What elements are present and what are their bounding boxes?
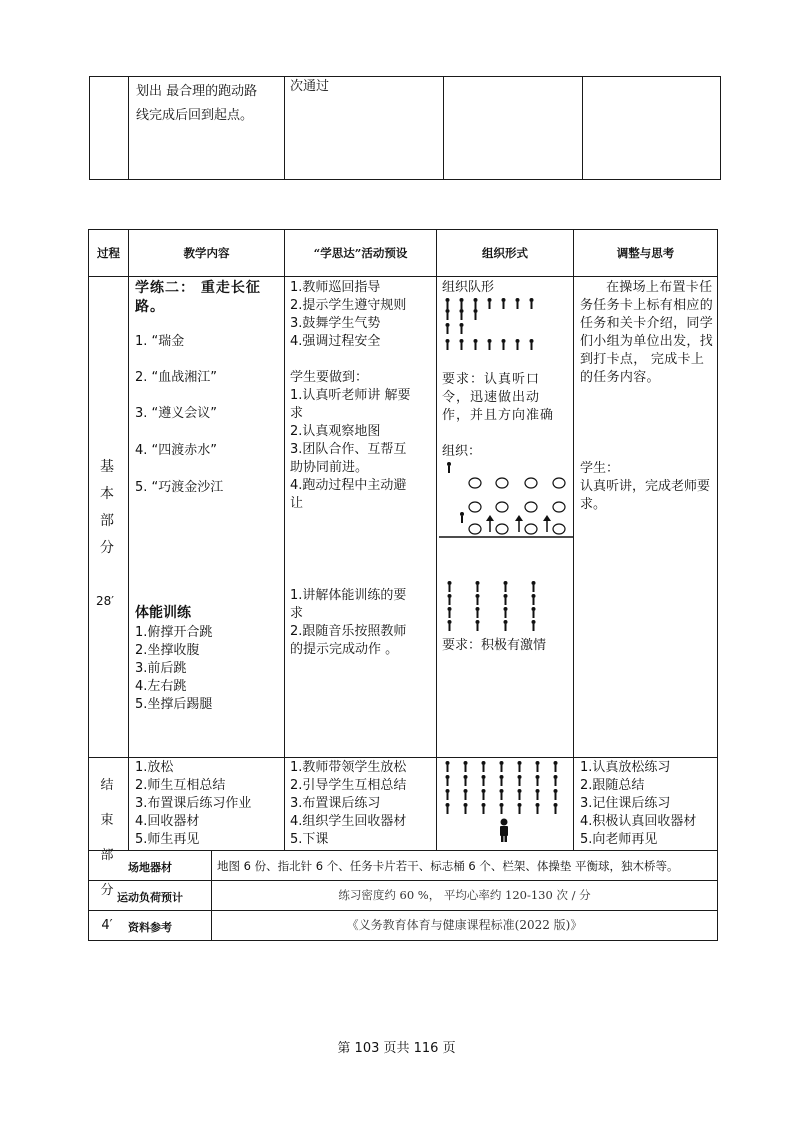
person-icon bbox=[519, 793, 521, 800]
person-icon bbox=[447, 793, 449, 800]
header-content: 教学内容 bbox=[183, 246, 230, 260]
ending-content-item: 1.放松 bbox=[135, 760, 174, 775]
person-icon bbox=[448, 581, 452, 585]
person-icon bbox=[500, 803, 504, 807]
reflection-student-label: 学生： bbox=[580, 461, 620, 476]
student-item: 4.跑动过程中主动避 让 bbox=[290, 478, 407, 511]
station-marker bbox=[496, 502, 508, 512]
formation-diagram bbox=[440, 295, 540, 357]
person-icon bbox=[474, 309, 478, 313]
person-icon bbox=[476, 594, 480, 598]
person-icon bbox=[483, 779, 485, 786]
person-icon bbox=[446, 789, 450, 793]
person-icon bbox=[536, 761, 540, 765]
person-icon bbox=[504, 620, 508, 624]
ending-reflection-item: 5.向老师再见 bbox=[580, 832, 658, 847]
person-icon bbox=[464, 789, 468, 793]
station-marker bbox=[496, 524, 508, 534]
person-icon bbox=[477, 611, 479, 618]
person-icon bbox=[554, 789, 558, 793]
person-icon bbox=[537, 765, 539, 772]
person-icon bbox=[482, 775, 486, 779]
person-icon bbox=[461, 343, 463, 350]
ending-process-label bbox=[100, 759, 114, 934]
station-marker bbox=[469, 478, 481, 488]
person-icon bbox=[505, 585, 507, 592]
header-reflection: 调整与思考 bbox=[616, 246, 675, 260]
person-icon bbox=[531, 343, 533, 350]
person-icon bbox=[518, 761, 522, 765]
ending-content-item: 3.布置课后练习作业 bbox=[135, 796, 252, 811]
person-icon bbox=[476, 620, 480, 624]
person-icon bbox=[448, 607, 452, 611]
person-icon bbox=[537, 779, 539, 786]
person-icon bbox=[465, 765, 467, 772]
person-icon bbox=[537, 793, 539, 800]
person-icon bbox=[447, 343, 449, 350]
person-icon bbox=[500, 761, 504, 765]
reflection-student: 认真听讲，完成老师要求。 bbox=[580, 479, 711, 512]
person-icon bbox=[476, 607, 480, 611]
student-item: 1.认真听老师讲 解要 求 bbox=[290, 388, 411, 421]
time-label: 28′ bbox=[96, 594, 114, 608]
station-marker bbox=[525, 502, 537, 512]
person-icon bbox=[477, 624, 479, 631]
person-icon bbox=[483, 793, 485, 800]
drill-item: 5. “巧渡金沙江 bbox=[135, 480, 224, 495]
drill-item: 2. “血战湘江” bbox=[135, 370, 218, 385]
fitness-formation-diagram bbox=[440, 578, 550, 636]
person-icon bbox=[447, 313, 449, 320]
page-number: 第 103 页共 116 页 bbox=[337, 1041, 456, 1056]
person-icon bbox=[475, 343, 477, 350]
person-icon bbox=[516, 298, 520, 302]
person-icon bbox=[446, 298, 450, 302]
person-icon bbox=[447, 779, 449, 786]
arrow-icon bbox=[543, 515, 551, 521]
teacher-item: 4.强调过程安全 bbox=[290, 334, 381, 349]
person-icon bbox=[505, 598, 507, 605]
drill-title: 学练二： 重走长征路。 bbox=[135, 280, 261, 315]
person-icon bbox=[518, 775, 522, 779]
person-icon bbox=[531, 302, 533, 309]
person-icon bbox=[532, 620, 536, 624]
person-icon bbox=[465, 779, 467, 786]
person-icon bbox=[519, 779, 521, 786]
person-icon bbox=[532, 607, 536, 611]
person-icon bbox=[533, 624, 535, 631]
person-icon bbox=[460, 339, 464, 343]
fitness-activity: 1.讲解体能训练的要 求 2.跟随音乐按照教师 的提示完成动作 。 bbox=[290, 588, 407, 657]
student-item: 2.认真观察地图 bbox=[290, 424, 381, 439]
person-icon bbox=[465, 793, 467, 800]
person-icon bbox=[516, 339, 520, 343]
station-marker bbox=[553, 524, 565, 534]
process-char: 基 bbox=[100, 459, 114, 475]
person-icon bbox=[446, 803, 450, 807]
person-icon bbox=[501, 807, 503, 814]
fitness-requirement: 要求：积极有激情 bbox=[442, 638, 547, 653]
person-icon bbox=[530, 298, 534, 302]
person-icon bbox=[447, 765, 449, 772]
ending-activity-item: 5.下课 bbox=[290, 832, 329, 847]
teacher-icon bbox=[501, 835, 504, 842]
student-item: 3.团队合作、互帮互 助协同前进。 bbox=[290, 442, 407, 475]
person-icon bbox=[446, 309, 450, 313]
person-icon bbox=[532, 581, 536, 585]
fitness-item: 4.左右跳 bbox=[135, 679, 187, 694]
person-icon bbox=[449, 598, 451, 605]
student-heading: 学生要做到： bbox=[290, 370, 369, 385]
person-icon bbox=[461, 327, 463, 334]
person-icon bbox=[448, 620, 452, 624]
arrow-icon bbox=[515, 515, 523, 521]
station-marker bbox=[469, 524, 481, 534]
ending-activity-item: 2.引导学生互相总结 bbox=[290, 778, 407, 793]
person-icon bbox=[519, 807, 521, 814]
ending-content-item: 2.师生互相总结 bbox=[135, 778, 226, 793]
org-label: 组织队形 bbox=[442, 280, 495, 295]
person-icon bbox=[461, 313, 463, 320]
person-icon bbox=[517, 302, 519, 309]
org-requirement: 要求：认真听口 令，迅速做出动 作，并且方向准确 bbox=[442, 372, 555, 423]
person-icon bbox=[474, 339, 478, 343]
teacher-item: 2.提示学生遵守规则 bbox=[290, 298, 407, 313]
person-icon bbox=[475, 302, 477, 309]
person-icon bbox=[501, 779, 503, 786]
person-icon bbox=[461, 516, 463, 523]
person-icon bbox=[518, 789, 522, 793]
header-process: 过程 bbox=[97, 246, 120, 260]
person-icon bbox=[505, 611, 507, 618]
person-icon bbox=[500, 789, 504, 793]
person-icon bbox=[460, 323, 464, 327]
process-char: 部 bbox=[100, 847, 114, 863]
person-icon bbox=[554, 761, 558, 765]
ending-activity-item: 4.组织学生回收器材 bbox=[290, 814, 407, 829]
person-icon bbox=[446, 775, 450, 779]
process-char: 结 bbox=[100, 777, 114, 793]
person-icon bbox=[533, 598, 535, 605]
person-icon bbox=[446, 323, 450, 327]
person-icon bbox=[502, 339, 506, 343]
person-icon bbox=[536, 775, 540, 779]
person-icon bbox=[504, 607, 508, 611]
station-marker bbox=[469, 502, 481, 512]
person-icon bbox=[482, 803, 486, 807]
person-icon bbox=[447, 807, 449, 814]
station-marker bbox=[525, 478, 537, 488]
process-char: 4′ bbox=[101, 917, 113, 933]
person-icon bbox=[503, 343, 505, 350]
person-icon bbox=[483, 765, 485, 772]
person-icon bbox=[476, 581, 480, 585]
load-value: 练习密度约 60 %， 平均心率约 120-130 次 / 分 bbox=[338, 888, 591, 902]
person-icon bbox=[449, 624, 451, 631]
person-icon bbox=[449, 585, 451, 592]
person-icon bbox=[500, 775, 504, 779]
ending-reflection-item: 2.跟随总结 bbox=[580, 778, 645, 793]
station-marker bbox=[496, 478, 508, 488]
person-icon bbox=[449, 611, 451, 618]
arrow-icon bbox=[486, 515, 494, 521]
person-icon bbox=[447, 302, 449, 309]
person-icon bbox=[504, 581, 508, 585]
person-icon bbox=[554, 803, 558, 807]
person-icon bbox=[464, 775, 468, 779]
org-label-2: 组织： bbox=[442, 444, 482, 459]
person-icon bbox=[475, 313, 477, 320]
fitness-title: 体能训练 bbox=[135, 605, 191, 621]
person-icon bbox=[532, 594, 536, 598]
ending-activity-item: 3.布置课后练习 bbox=[290, 796, 381, 811]
person-icon bbox=[447, 462, 451, 466]
person-icon bbox=[536, 803, 540, 807]
drill-item: 3. “遵义会议” bbox=[135, 406, 218, 421]
person-icon bbox=[554, 775, 558, 779]
person-icon bbox=[482, 789, 486, 793]
person-icon bbox=[501, 793, 503, 800]
teacher-item: 1.教师巡回指导 bbox=[290, 280, 381, 295]
person-icon bbox=[517, 343, 519, 350]
person-icon bbox=[501, 765, 503, 772]
person-icon bbox=[503, 302, 505, 309]
station-marker bbox=[525, 524, 537, 534]
person-icon bbox=[505, 624, 507, 631]
ending-reflection-item: 3.记住课后练习 bbox=[580, 796, 671, 811]
person-icon bbox=[555, 779, 557, 786]
person-icon bbox=[489, 343, 491, 350]
venue-label: 场地器材 bbox=[128, 861, 172, 874]
venue-value: 地图 6 份、指北针 6 个、任务卡片若干、标志桶 6 个、栏架、体操垫 平衡球，独木桥等。 bbox=[217, 859, 679, 873]
fitness-item: 5.坐撑后踢腿 bbox=[135, 697, 213, 712]
person-icon bbox=[464, 803, 468, 807]
top-content-text: 划出 最合理的跑动路 线完成后回到起点。 bbox=[136, 84, 258, 123]
station-marker bbox=[553, 478, 565, 488]
person-icon bbox=[477, 585, 479, 592]
fitness-item: 2.坐撑收腹 bbox=[135, 643, 200, 658]
ending-reflection-item: 1.认真放松练习 bbox=[580, 760, 671, 775]
person-icon bbox=[482, 761, 486, 765]
person-icon bbox=[460, 512, 464, 516]
fitness-item: 1.俯撑开合跳 bbox=[135, 625, 213, 640]
person-icon bbox=[477, 598, 479, 605]
process-char: 本 bbox=[100, 486, 114, 502]
person-icon bbox=[465, 807, 467, 814]
person-icon bbox=[483, 807, 485, 814]
station-marker bbox=[553, 502, 565, 512]
ending-activity-item: 1.教师带领学生放松 bbox=[290, 760, 407, 775]
person-icon bbox=[533, 585, 535, 592]
load-label: 运动负荷预计 bbox=[117, 891, 183, 904]
header-activity: “学思达”活动预设 bbox=[313, 246, 408, 260]
person-icon bbox=[504, 594, 508, 598]
drill-item: 1. “瑞金 bbox=[135, 334, 185, 349]
route-diagram bbox=[437, 458, 573, 542]
ref-value: 《义务教育体育与健康课程标准(2022 版)》 bbox=[346, 918, 583, 932]
person-icon bbox=[460, 298, 464, 302]
process-char: 束 bbox=[100, 812, 114, 828]
process-char: 分 bbox=[100, 882, 114, 898]
person-icon bbox=[460, 309, 464, 313]
reflection-main: 在操场上布置卡任务任务卡上标有相应的任务和关卡介绍，同学们小组为单位出发，找到打卡点， 完成卡上的任务内容。 bbox=[580, 280, 714, 385]
person-icon bbox=[446, 339, 450, 343]
person-icon bbox=[519, 765, 521, 772]
ref-label: 资料参考 bbox=[128, 921, 172, 934]
person-icon bbox=[537, 807, 539, 814]
person-icon bbox=[518, 803, 522, 807]
fitness-item: 3.前后跳 bbox=[135, 661, 187, 676]
person-icon bbox=[447, 327, 449, 334]
ending-content-item: 4.回收器材 bbox=[135, 814, 200, 829]
person-icon bbox=[555, 793, 557, 800]
person-icon bbox=[448, 594, 452, 598]
ending-formation-diagram bbox=[440, 759, 570, 847]
person-icon bbox=[489, 302, 491, 309]
person-icon bbox=[446, 761, 450, 765]
teacher-icon bbox=[501, 819, 508, 826]
person-icon bbox=[502, 298, 506, 302]
person-icon bbox=[555, 765, 557, 772]
process-char: 分 bbox=[100, 540, 114, 556]
person-icon bbox=[448, 466, 450, 473]
teacher-icon bbox=[505, 835, 508, 842]
header-organization: 组织形式 bbox=[482, 246, 528, 260]
person-icon bbox=[461, 302, 463, 309]
person-icon bbox=[488, 298, 492, 302]
person-icon bbox=[555, 807, 557, 814]
drill-item: 4. “四渡赤水” bbox=[135, 443, 218, 458]
person-icon bbox=[530, 339, 534, 343]
person-icon bbox=[474, 298, 478, 302]
person-icon bbox=[536, 789, 540, 793]
ending-reflection-item: 4.积极认真回收器材 bbox=[580, 814, 697, 829]
ending-content-item: 5.师生再见 bbox=[135, 832, 200, 847]
teacher-icon bbox=[500, 826, 508, 836]
person-icon bbox=[464, 761, 468, 765]
person-icon bbox=[488, 339, 492, 343]
person-icon bbox=[533, 611, 535, 618]
top-activity-text: 次通过 bbox=[290, 79, 330, 94]
teacher-item: 3.鼓舞学生气势 bbox=[290, 316, 381, 331]
process-char: 部 bbox=[100, 513, 114, 529]
